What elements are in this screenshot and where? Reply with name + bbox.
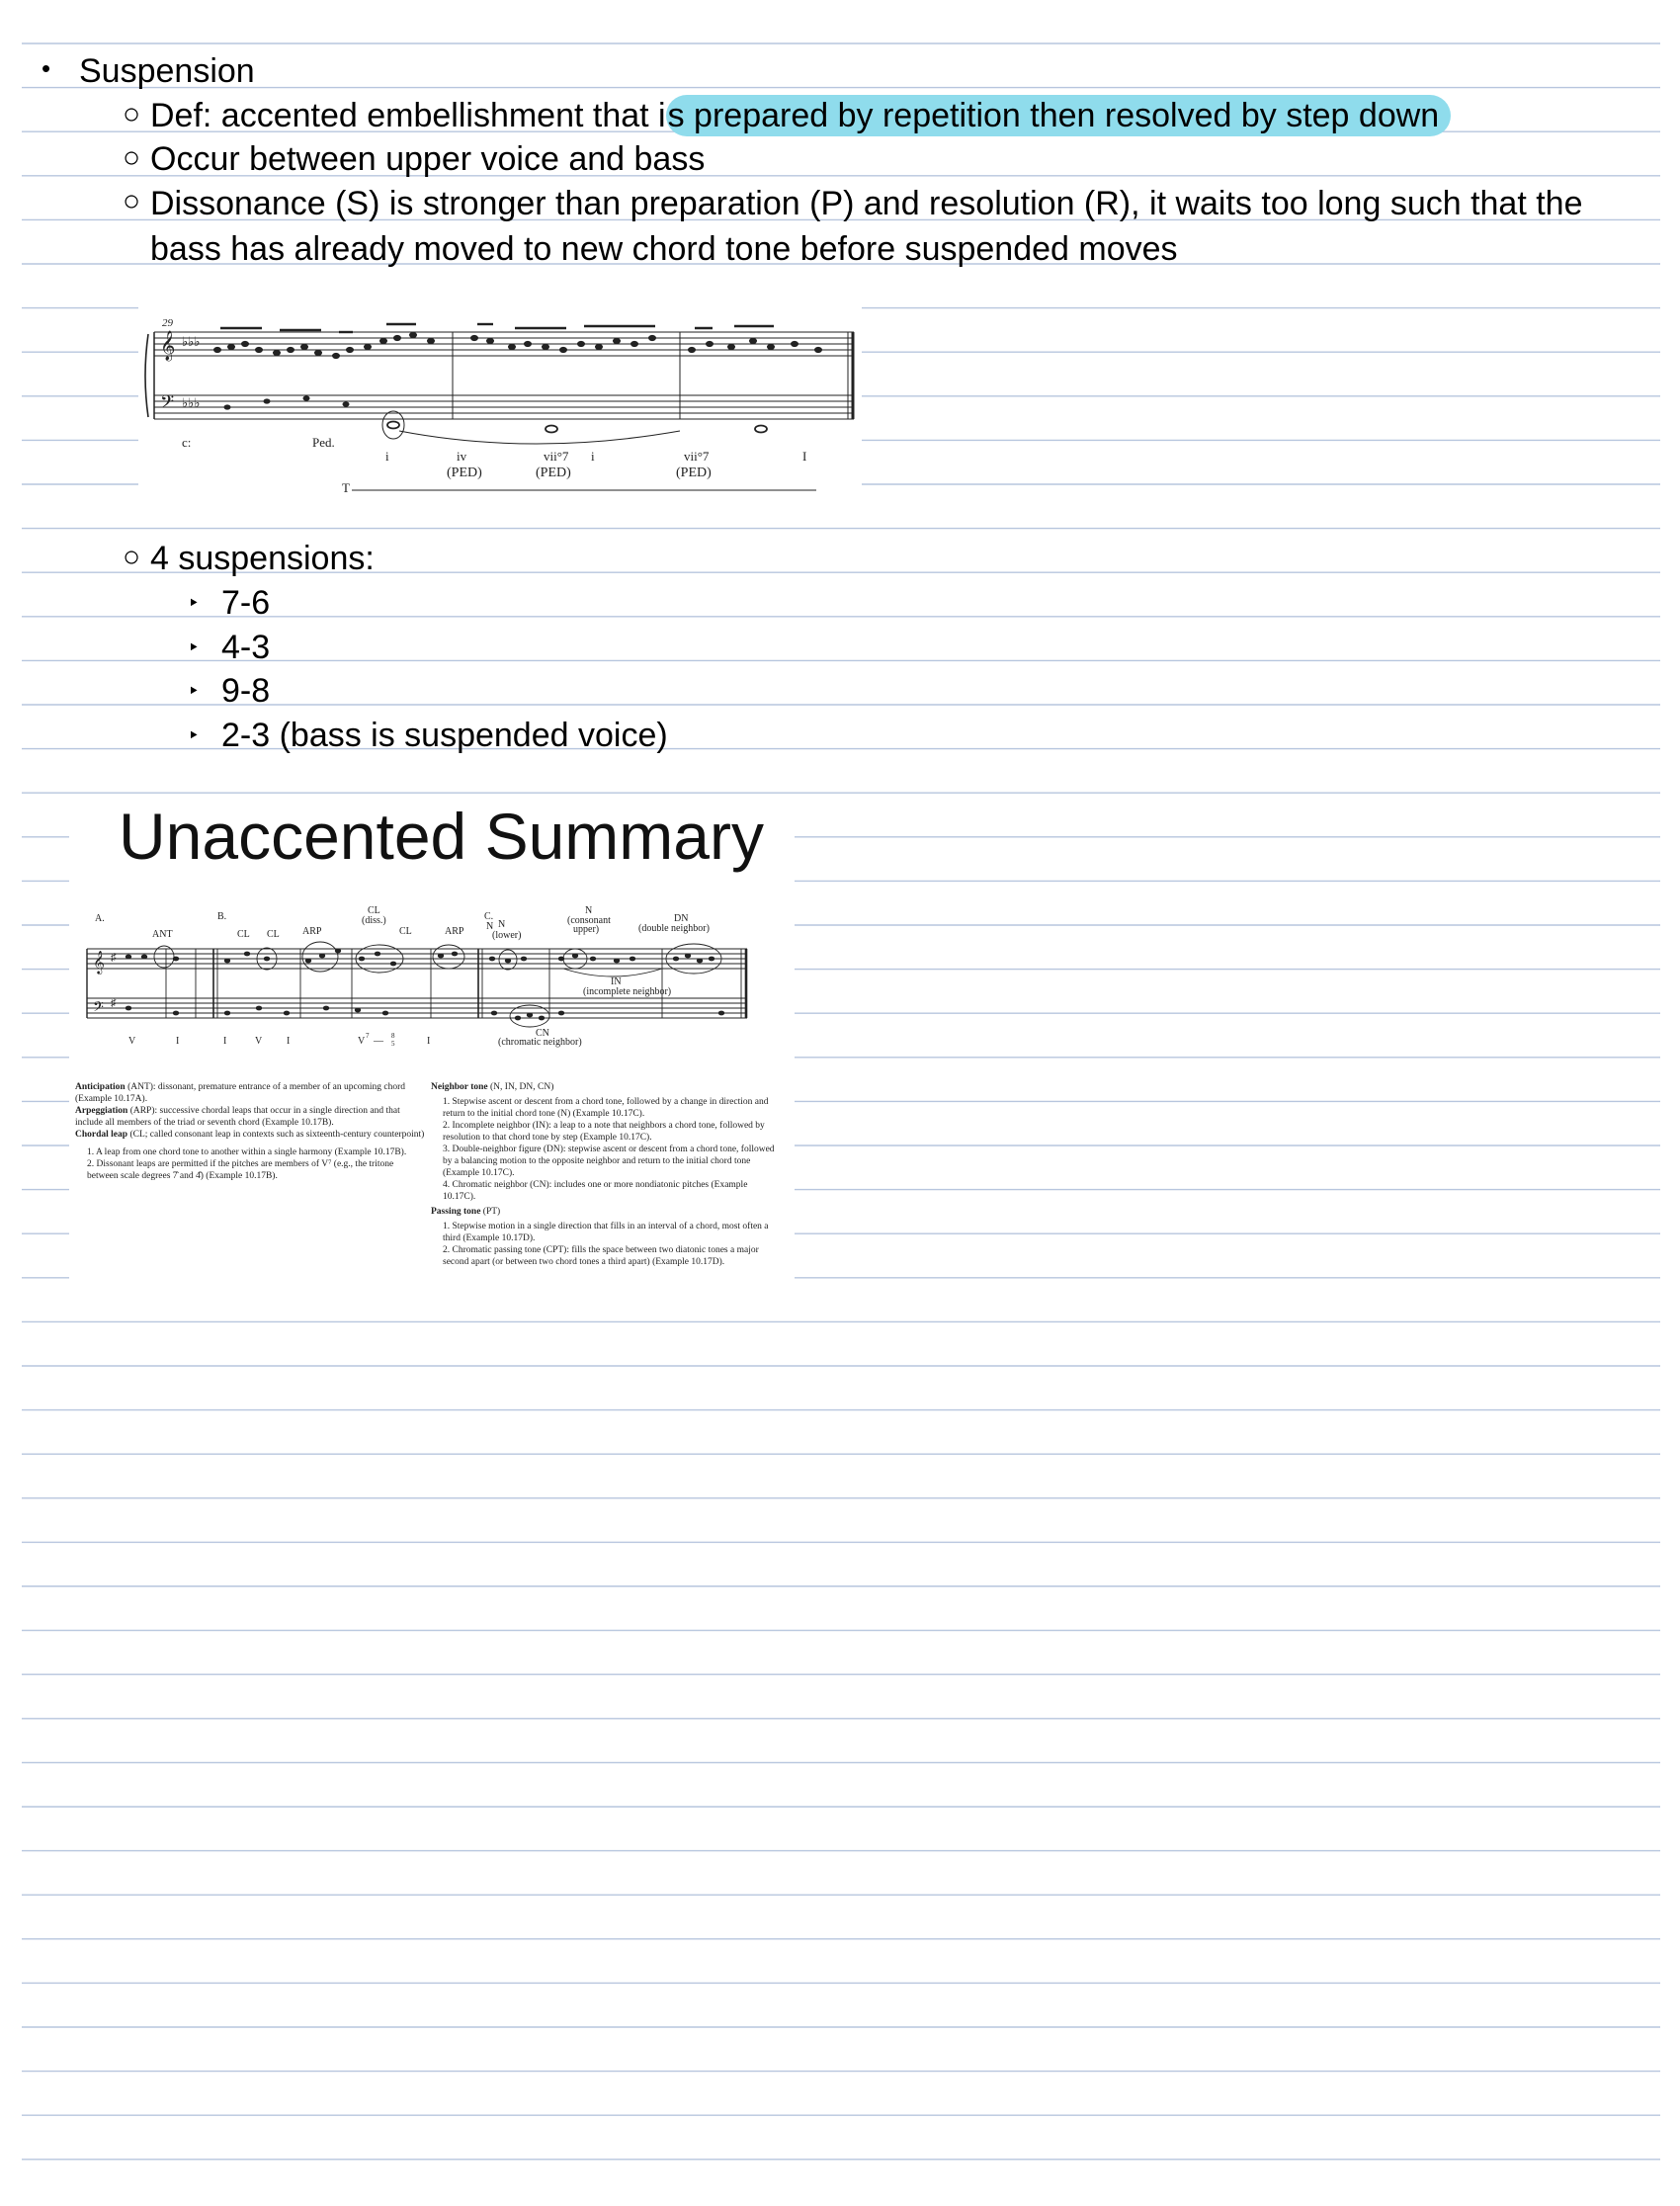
- in-full-label: (incomplete neighbor): [583, 986, 672, 997]
- pedal-tag: (PED): [676, 466, 712, 480]
- svg-text:♯: ♯: [111, 952, 117, 964]
- cl-diss-label: (diss.): [362, 915, 386, 926]
- gloss-item: 2. Chromatic passing tone (CPT): fills the space between two diatonic tones a major second apart (or between two chord tones a third apart) (Example 10.17D).: [443, 1245, 759, 1267]
- n-consonant-label: (consonant: [567, 915, 611, 926]
- definition-line: [150, 96, 1451, 135]
- figure-five: 5: [391, 1040, 395, 1048]
- svg-text:𝄞: 𝄞: [160, 331, 176, 361]
- sub-bullet: ○: [123, 98, 141, 130]
- suspension-type: 9-8: [221, 672, 271, 710]
- dissonance-line-2: bass has already moved to new chord tone before suspended moves: [150, 230, 1178, 268]
- gloss-term: Anticipation: [75, 1082, 126, 1092]
- cl-label: CL: [237, 929, 250, 940]
- sub-bullet: ○: [123, 185, 141, 217]
- pedal-label: Ped.: [312, 435, 335, 450]
- glossary-left: [75, 1081, 427, 1182]
- arp-label: ARP: [302, 926, 322, 937]
- gloss-entry: [75, 1105, 427, 1129]
- figure-eight: 8: [391, 1032, 395, 1040]
- roman-numeral: i: [591, 449, 595, 464]
- gloss-text: (ARP): successive chordal leaps that occur in a single direction and that include all members of the triad or seventh chord (Example 10.17B).: [75, 1106, 400, 1128]
- figure-dash: —: [374, 1036, 383, 1047]
- section-label: A.: [95, 913, 105, 924]
- pedal-tag: (PED): [447, 466, 482, 480]
- bullet-dot: •: [42, 53, 51, 83]
- gloss-item: 2. Dissonant leaps are permitted if the pitches are members of V⁷ (e.g., the tritone between scale degrees 7̂ and 4̂) (Example 10.17B).: [87, 1159, 394, 1181]
- n-label: N: [585, 905, 593, 916]
- cl-diss-label: CL: [368, 905, 380, 916]
- tri-bullet: ‣: [188, 725, 200, 747]
- gloss-item: 1. Stepwise motion in a single direction that fills in an interval of a chord, most often a third (Example 10.17D).: [443, 1222, 769, 1243]
- n-label: N: [486, 921, 494, 932]
- svg-text:♭♭♭: ♭♭♭: [182, 334, 201, 349]
- summary-title: Unaccented Summary: [119, 800, 764, 873]
- key-label: c:: [182, 435, 192, 450]
- svg-text:♯: ♯: [111, 997, 117, 1009]
- arp-label: ARP: [445, 926, 464, 937]
- gloss-entry: [75, 1129, 427, 1141]
- roman-numeral: I: [427, 1036, 431, 1047]
- gloss-term: Arpeggiation: [75, 1106, 128, 1116]
- roman-numeral: I: [176, 1036, 180, 1047]
- in-label: IN: [611, 976, 622, 987]
- svg-text:♭♭♭: ♭♭♭: [182, 395, 201, 410]
- roman-numeral: i: [385, 449, 389, 464]
- gloss-item: 4. Chromatic neighbor (CN): includes one or more nondiatonic pitches (Example 10.17C).: [443, 1180, 748, 1202]
- gloss-text: (PT): [480, 1207, 501, 1217]
- ant-label: ANT: [152, 929, 173, 940]
- tri-bullet: ‣: [188, 681, 200, 703]
- gloss-term: Neighbor tone: [431, 1082, 488, 1092]
- svg-text:𝄢: 𝄢: [160, 392, 175, 417]
- gloss-text: (ANT): dissonant, premature entrance of a member of an upcoming chord (Example 10.17A).: [75, 1082, 406, 1104]
- dn-full-label: (double neighbor): [638, 923, 710, 934]
- tri-bullet: ‣: [188, 637, 200, 659]
- t-label: T: [342, 480, 350, 495]
- section-label: B.: [217, 911, 227, 922]
- svg-text:𝄞: 𝄞: [93, 950, 105, 974]
- cl-label: CL: [399, 926, 412, 937]
- gloss-text: (N, IN, DN, CN): [487, 1082, 554, 1092]
- four-suspensions-heading: 4 suspensions:: [150, 540, 375, 577]
- suspension-type: 2-3 (bass is suspended voice): [221, 717, 668, 754]
- gloss-item: 1. A leap from one chord tone to another within a single harmony (Example 10.17B).: [87, 1147, 407, 1157]
- svg-text:𝄢: 𝄢: [93, 999, 104, 1019]
- sub-bullet: ○: [123, 141, 141, 174]
- pedal-tag: (PED): [536, 466, 571, 480]
- roman-numeral: I: [802, 449, 807, 464]
- gloss-item: 2. Incomplete neighbor (IN): a leap to a note that neighbors a chord tone, followed by resolution to that chord tone by step (Example 10.17C).: [443, 1121, 765, 1143]
- roman-numeral: vii°7: [684, 449, 710, 464]
- gloss-item: 3. Double-neighbor figure (DN): stepwise ascent or descent from a chord tone, followed by a balancing motion to the opposite neighbor and return to the initial chord tone (Example 10.17C).: [443, 1145, 775, 1178]
- occur-line: Occur between upper voice and bass: [150, 140, 706, 178]
- definition-prefix: Def: accented embellishment that i: [150, 97, 666, 134]
- cn-full-label: (chromatic neighbor): [498, 1037, 582, 1048]
- cl-label: CL: [267, 929, 280, 940]
- gloss-term: Chordal leap: [75, 1130, 128, 1140]
- topic-heading: Suspension: [79, 52, 255, 90]
- roman-numeral: I: [287, 1036, 291, 1047]
- n-consonant-label: upper): [573, 924, 600, 935]
- section-label: C.: [484, 911, 494, 922]
- suspension-type: 7-6: [221, 584, 271, 622]
- gloss-text: (CL; called consonant leap in contexts such as sixteenth-century counterpoint): [127, 1130, 425, 1140]
- gloss-heading: [431, 1081, 783, 1093]
- roman-numeral: V: [128, 1036, 136, 1047]
- definition-highlight: s prepared by repetition then resolved by step down: [666, 95, 1452, 136]
- figure-seven: 7: [366, 1032, 370, 1040]
- measure-number: 29: [162, 317, 173, 329]
- dn-label: DN: [674, 913, 689, 924]
- roman-numeral: I: [223, 1036, 227, 1047]
- suspension-example-score: [138, 302, 860, 498]
- cn-label: CN: [536, 1028, 549, 1039]
- gloss-term: Passing tone: [431, 1207, 481, 1217]
- gloss-heading: [431, 1206, 783, 1218]
- embellishment-example-score: [79, 899, 793, 1056]
- dissonance-line-1: Dissonance (S) is stronger than preparation (P) and resolution (R), it waits too long such that the: [150, 185, 1583, 222]
- n-label: N: [498, 919, 506, 930]
- sub-bullet: ○: [123, 541, 141, 573]
- roman-numeral: V: [358, 1036, 366, 1047]
- suspension-type: 4-3: [221, 629, 271, 666]
- roman-numeral: V: [255, 1036, 263, 1047]
- tri-bullet: ‣: [188, 593, 200, 615]
- roman-numeral: iv: [457, 449, 467, 464]
- roman-numeral: vii°7: [544, 449, 569, 464]
- gloss-item: 1. Stepwise ascent or descent from a chord tone, followed by a change in direction and return to the initial chord tone (N) (Example 10.17C).: [443, 1097, 769, 1119]
- gloss-entry: [75, 1081, 427, 1105]
- glossary-right: [431, 1081, 783, 1268]
- n-lower-label: (lower): [492, 930, 522, 941]
